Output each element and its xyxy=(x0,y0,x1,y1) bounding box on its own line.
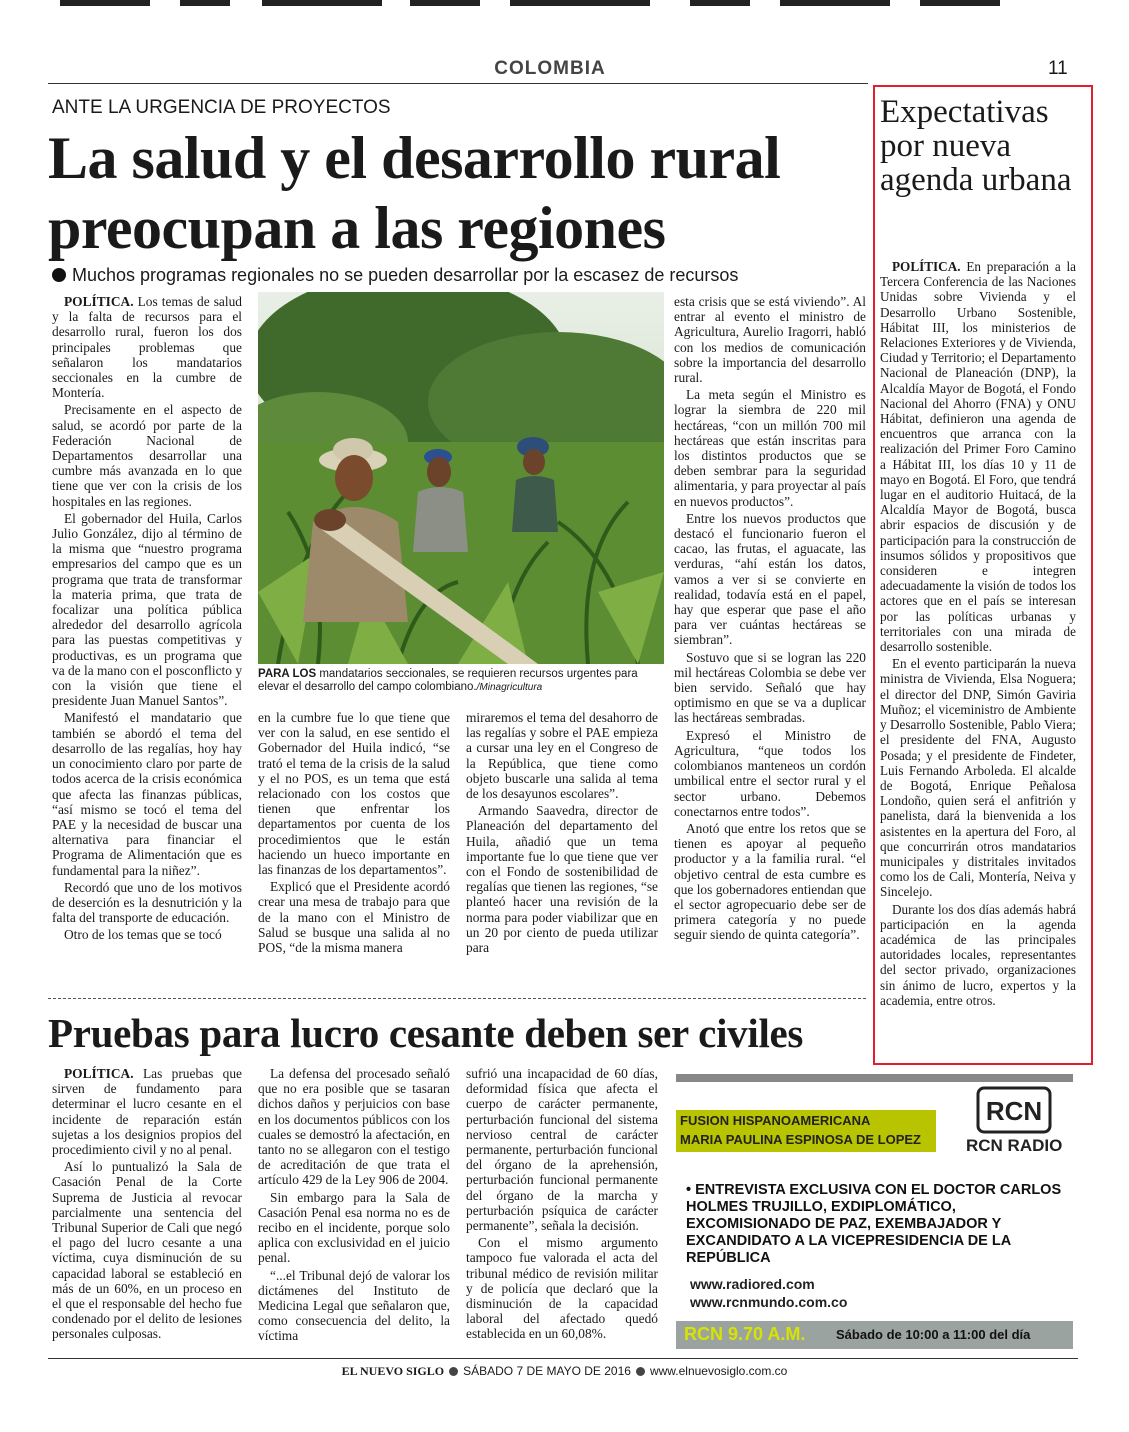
paragraph: La meta según el Ministro es lograr la siembra de 220 mil hectáreas, “con un millón 700 mil hectáreas que están inscritas para los distintos productos que se deben sembrar para la seguridad alimentaria, y para proyectar al país en nuevos productos”. xyxy=(674,387,866,509)
separator-dot-icon xyxy=(449,1367,458,1376)
paragraph: Durante los dos días además habrá participación en la agenda académica de las principales autoridades locales, representantes del sector privado, organizaciones sin ánimo de lucro, expertos y la academia, entre otros. xyxy=(880,901,1076,1008)
rcn-radio-advertisement xyxy=(676,1074,1073,1352)
second-col-1 xyxy=(52,1066,242,1356)
paragraph: POLÍTICA. En preparación a la Tercera Conferencia de las Naciones Unidas sobre Vivienda y el Desarrollo Urbano Sostenible, Hábitat III, los ministerios de Relaciones Exteriores y de Vivienda, Ciudad y Territorio; el Departamento Nacional de Planeación (DNP), la Alcaldía Mayor de Bogotá, el Fondo Nacional del Ahorro (FNA) y ONU Hábitat, definieron una agenda de encuentros que arranca con la realización del Primer Foro Camino a Hábitat III, los días 10 y 11 de mayo en Bogotá. El Foro, que tendrá lugar en el auditorio Huitacá, de la Alcaldía Mayor de Bogotá, busca abrir espacios de discusión y de participación para la construcción de insumos sólidos y propositivos que consideren e integren adecuadamente la visión de todos los actores que en el país se interesan por las políticas urbanas y territoriales con una mirada de desarrollo sostenible. xyxy=(880,259,1076,655)
paragraph: Sostuvo que si se logran las 220 mil hectáreas Colombia se debe ver bien servido. Señaló que hay optimismo en que se va a duplicar las hectáreas sembradas. xyxy=(674,649,866,726)
main-col-2 xyxy=(258,710,450,985)
paragraph: en la cumbre fue lo que tiene que ver con la salud, en ese sentido el Gobernador del Huila indicó, “se trató el tema de la crisis de la salud y el no POS, es un tema que está relacionado con los costos que tienen que enfrentar los departamentos por cuenta de los procedimientos que le están haciendo un hueco importante en las finanzas de los departamentos”. xyxy=(258,710,450,878)
paragraph: miraremos el tema del desahorro de las regalías y sobre el PAE empieza a cursar una ley en el Congreso de la República, que tiene como objeto buscarle una salida al tema de los desayunos escolares”. xyxy=(466,710,658,802)
article-subhead: Muchos programas regionales no se pueden desarrollar por la escasez de recursos xyxy=(52,265,852,286)
page-top-edge xyxy=(0,0,1129,14)
headline-line-2: preocupan a las regiones xyxy=(48,195,666,261)
paragraph: Armando Saavedra, director de Planeación del departamento del Huila, añadió que un tema importante fue lo que tiene que ver con el Fondo de sostenibilidad de regalías que tienen las regiones, “se planteó hacer una revisión de la norma para poder viabilizar que en un 20 por ciento de pueda utilizar para xyxy=(466,803,658,956)
paragraph: Sin embargo para la Sala de Casación Penal esa norma no es de recibo en el incidente, porque solo aplica con exclusividad en el juicio penal. xyxy=(258,1189,450,1266)
farmers-cornfield-photo xyxy=(258,292,664,664)
ad-program-band: FUSION HISPANOAMERICANA MARIA PAULINA ESPINOSA DE LOPEZ xyxy=(676,1110,936,1152)
section-divider xyxy=(48,998,866,999)
main-col-3 xyxy=(466,710,658,985)
svg-text:RCN: RCN xyxy=(985,1096,1043,1126)
sidebar-headline: Expectativas por nueva agenda urbana xyxy=(880,94,1072,198)
rcn-logo-icon xyxy=(976,1086,1052,1134)
header-rule xyxy=(48,83,868,84)
section-name: COLOMBIA xyxy=(494,58,606,79)
paragraph: En el evento participarán la nueva ministra de Vivienda, Elsa Noguera; el director del DNP, Simón Gaviria Muñoz; el viceministro de Ambiente y Desarrollo Sostenible, Pablo Viera; el presidente del FNA, Augusto Posada; y el presidente de Findeter, Luis Fernando Arboleda. El alcalde de Bogotá, Enrique Peñalosa Londoño, quien será el anfitrión y panelista, dará la bienvenida a los asistentes en la apertura del Foro, al que concurrirán otros mandatarios municipales y distritales invitados como los de Cali, Montería, Neiva y Sincelejo. xyxy=(880,656,1076,900)
paragraph: POLÍTICA. Las pruebas que sirven de fundamento para determinar el lucro cesante en el incidente de reparación están sujetas a los designios propios del procedimiento civil y no al penal. xyxy=(52,1066,242,1158)
paragraph: Con el mismo argumento tampoco fue valorada el acta del tribunal médico de revisión militar y de policía que declaró que la disminución de la capacidad laboral del afectado quedó establecida en un 60,08%. xyxy=(466,1235,658,1342)
photo-caption: PARA LOS mandatarios seccionales, se requieren recursos urgentes para elevar el desarrollo del campo colombiano./Minagricultura xyxy=(258,668,638,693)
page-number: 11 xyxy=(1048,58,1068,79)
footer-rule xyxy=(48,1358,1078,1359)
main-col-4 xyxy=(674,294,866,984)
paragraph: Recordó que uno de los motivos de deserción es la desnutrición y la falta del transporte de educación. xyxy=(52,879,242,926)
paragraph: sufrió una incapacidad de 60 días, deformidad física que afecta el cuerpo de carácter permanente, perturbación funcional del sistema nervioso central de carácter permanente, perturbación funcional del órgano de la aprehensión, perturbación funcional permanente del órgano de la marcha y perturbación psíquica de carácter permanente”, señala la decisión. xyxy=(466,1066,658,1234)
second-headline: Pruebas para lucro cesante deben ser civiles xyxy=(48,1010,804,1056)
ad-brand: RCN RADIO xyxy=(966,1136,1063,1155)
paragraph: Otro de los temas que se tocó xyxy=(64,927,222,943)
paragraph: POLÍTICA. Los temas de salud y la falta de recursos para el desarrollo rural, fueron los dos principales problemas que señalaron los mandatarios seccionales en la cumbre de Montería. xyxy=(52,294,242,401)
ad-schedule-band: RCN 9.70 A.M. Sábado de 10:00 a 11:00 del día xyxy=(676,1321,1073,1349)
main-col-1 xyxy=(52,294,242,984)
paragraph: Explicó que el Presidente acordó crear una mesa de trabajo para que de la mano con el Ministro de Salud se busque una salida al no POS, “de la misma manera xyxy=(258,879,450,956)
sidebar-body xyxy=(880,259,1076,1054)
paragraph: Anotó que entre los retos que se tienen es apoyar al pequeño productor y a la familia rural. “el objetivo central de esta cumbre es que los gobernadores entiendan que el sector agropecuario debe ser de primera categoría y no puede seguir siendo de quinta categoría”. xyxy=(674,820,866,943)
ad-url-2[interactable]: www.rcnmundo.com.co xyxy=(690,1294,848,1310)
ad-url-1[interactable]: www.radiored.com xyxy=(690,1276,815,1292)
paragraph: Así lo puntualizó la Sala de Casación Penal de la Corte Suprema de Justicia al revocar parcialmente una sentencia del Tribunal Superior de Cali que negó el pago del lucro cesante a una víctima, cuya disminución de su capacidad laboral se estableció en más de un 60%, en un proceso en el que el responsable del hecho fue condenado por el delito de lesiones personales culposas. xyxy=(52,1159,242,1342)
paragraph: Manifestó el mandatario que también se abordó el tema del desarrollo de las regalías, hoy hay un conocimiento claro por parte de todos acerca de la crisis económica que afecta las finanzas públicas, “así mismo se tocó el tema del PAE y la necesidad de buscar una alternativa para financiar el Programa de Alimentación que es fundamental para la niñez”. xyxy=(52,710,242,878)
paragraph: Precisamente en el aspecto de salud, se acordó por parte de la Federación Nacional de Departamentos desarrollar una cumbre más avanzada en lo que tiene que ver con la crisis de los hospitales en las regiones. xyxy=(52,402,242,509)
separator-dot-icon xyxy=(636,1367,645,1376)
article-kicker: ANTE LA URGENCIA DE PROYECTOS xyxy=(52,97,391,118)
article-headline xyxy=(48,125,848,261)
paragraph: Expresó el Ministro de Agricultura, “que todos los colombianos manteneos un cordón umbilical entre el sector rural y el sector urbano. Debemos conectarnos entre todos”. xyxy=(674,727,866,819)
second-col-2 xyxy=(258,1066,450,1356)
paragraph: Entre los nuevos productos que destacó el funcionario fueron el cacao, las frutas, el aguacate, las verduras, “ahí están los datos, vamos a ver si se convierte en realidad, todavía está en el papel, hay que esperar que pase el año para ver cuántas hectáreas se siembran”. xyxy=(674,510,866,648)
second-col-3 xyxy=(466,1066,658,1356)
paragraph: esta crisis que se está viviendo”. Al entrar al evento el ministro de Agricultura, Aurelio Iragorri, habló con los medios de comunicación sobre la importancia del desarrollo rural. xyxy=(674,294,866,386)
page-footer: EL NUEVO SIGLO SÁBADO 7 DE MAYO DE 2016 www.elnuevosiglo.com.co xyxy=(341,1364,788,1378)
paragraph: La defensa del procesado señaló que no era posible que se tasaran dichos daños y perjuicios con base en los documentos públicos con los cuales se demostró la afectación, en tanto no se allegaron con el testigo de acreditación de que trata el artículo 429 de la Ley 906 de 2004. xyxy=(258,1066,450,1188)
paragraph: “...el Tribunal dejó de valorar los dictámenes del Instituto de Medicina Legal que señalaron que, como consecuencia del delito, la víctima xyxy=(258,1267,450,1344)
paragraph: El gobernador del Huila, Carlos Julio González, dijo al término de la misma que “nuestro programa empresarios del campo que es un programa que trata de transformar la materia prima, que trata de focalizar una política pública alrededor del desarrollo agrícola para las puestas competitivas y productivas, es un programa que va de la mano con el posconflicto y con la visión que tiene el presidente Juan Manuel Santos”. xyxy=(52,510,242,709)
headline-line-1: La salud y el desarrollo rural xyxy=(48,125,781,191)
ad-bullet-text: • ENTREVISTA EXCLUSIVA CON EL DOCTOR CARLOS HOLMES TRUJILLO, EXDIPLOMÁTICO, EXCOMISIONADO DE PAZ, EXEMBAJADOR Y EXCANDIDATO A LA VICEPRESIDENCIA DE LA REPÚBLICA xyxy=(686,1182,1062,1266)
bullet-dot-icon xyxy=(52,268,66,282)
